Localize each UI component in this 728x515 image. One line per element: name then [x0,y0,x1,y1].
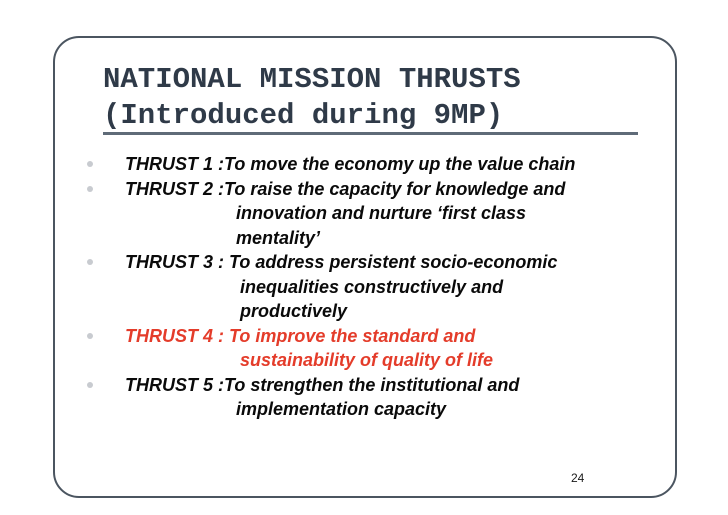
bullet-dot-icon [87,161,93,167]
slide-title [103,62,521,134]
bullet-dot-icon [87,259,93,265]
thrust-3-line-1: THRUST 3 : To address persistent socio-economic [125,252,558,272]
thrust-item-2 [87,177,647,251]
thrust-1-line-1: THRUST 1 :To move the economy up the value chain [125,154,576,174]
thrust-item-3 [87,250,647,324]
thrust-item-4 [87,324,647,373]
thrust-item-5 [87,373,647,422]
thrust-list [87,152,647,422]
thrust-2-line-1: THRUST 2 :To raise the capacity for knowledge and [125,178,566,199]
thrust-item-1 [87,152,647,177]
thrust-2-line-3: mentality’ [236,227,321,248]
thrust-3-line-3: productively [240,301,348,321]
thrust-4-line-1: THRUST 4 : To improve the standard and [125,325,476,346]
title-underline [103,132,638,135]
page-number: 24 [571,471,585,485]
title-line-2: (Introduced during 9MP) [103,99,504,132]
bullet-dot-icon [87,333,93,339]
thrust-3-line-2: inequalities constructively and [240,276,504,297]
bullet-dot-icon [87,382,93,388]
thrust-5-line-2: implementation capacity [236,399,447,419]
thrust-4-line-2: sustainability of quality of life [240,350,494,370]
title-line-1: NATIONAL MISSION THRUSTS [103,63,521,96]
thrust-2-line-2: innovation and nurture ‘first class [236,203,527,223]
bullet-dot-icon [87,186,93,192]
thrust-5-line-1: THRUST 5 :To strengthen the institutional and [125,374,520,395]
